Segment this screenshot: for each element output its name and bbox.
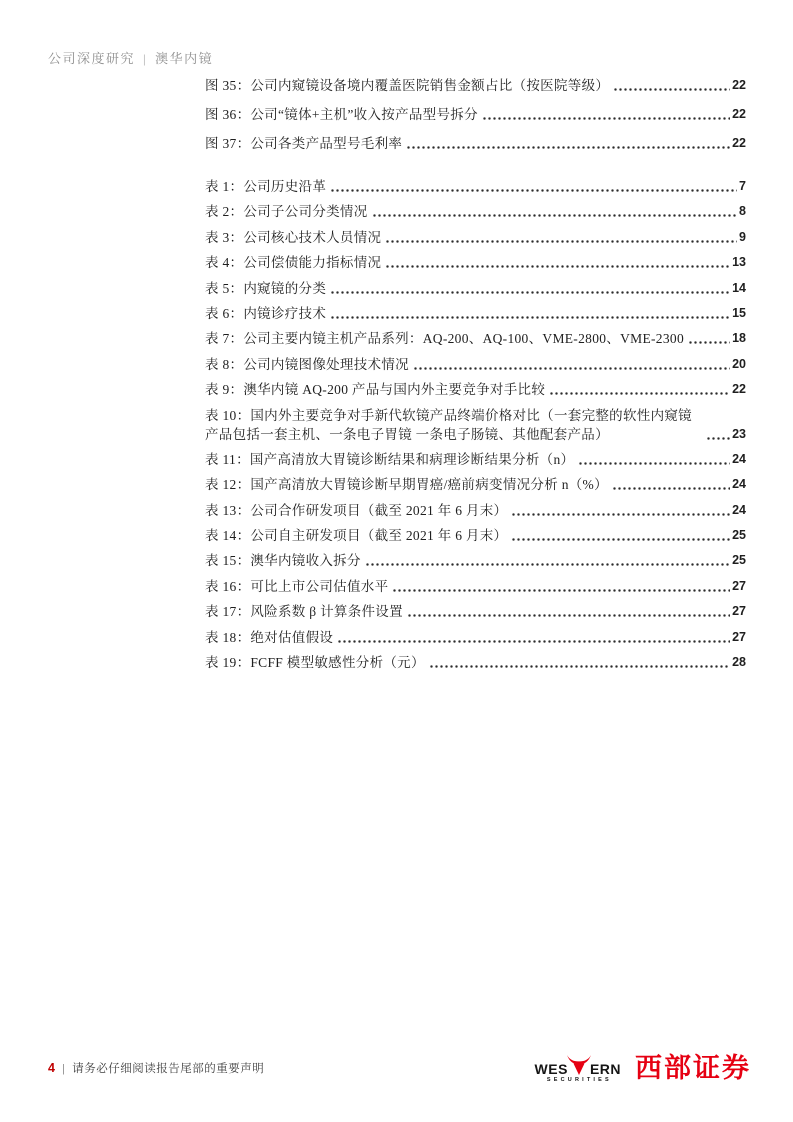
company-name: 澳华内镜 — [155, 51, 214, 66]
toc-leader-dots — [549, 390, 730, 397]
toc-table-entry — [205, 253, 746, 272]
toc-figure-entry — [205, 105, 746, 124]
toc-table-entry — [205, 653, 746, 672]
toc-table-entry — [205, 279, 746, 298]
toc-entry-label: 表 2：公司子公司分类情况 — [205, 204, 368, 220]
toc-entry-page: 28 — [732, 655, 746, 670]
toc-entry-label: 表 9：澳华内镜 AQ-200 产品与国内外主要竞争对手比较 — [205, 382, 546, 398]
toc-table-entry — [205, 551, 746, 570]
toc-entry-page: 25 — [732, 528, 746, 543]
toc-entry-label: 图 36：公司“镜体+主机”收入按产品型号拆分 — [205, 107, 478, 122]
toc-entry-page: 25 — [732, 553, 746, 568]
toc-entry-page: 22 — [732, 107, 746, 121]
toc-leader-dots — [706, 435, 730, 442]
toc-table-entry — [205, 202, 746, 221]
toc-table-entry — [205, 355, 746, 374]
toc-figure-entry — [205, 134, 746, 153]
header-separator: | — [143, 51, 148, 66]
toc-entry-label: 表 19：FCFF 模型敏感性分析（元） — [205, 655, 425, 671]
brand-en-sub: SECURITIES — [546, 1076, 612, 1083]
toc-entry-page: 22 — [732, 136, 746, 150]
toc-leader-dots — [330, 289, 730, 296]
toc-entry-page: 24 — [732, 502, 746, 517]
toc-entry-page: 22 — [732, 78, 746, 92]
toc-entry-page: 8 — [739, 204, 746, 219]
page-footer — [48, 1042, 751, 1094]
toc-entry-page: 24 — [732, 477, 746, 492]
toc-leader-dots — [429, 663, 730, 670]
toc-entry-page: 18 — [732, 331, 746, 346]
toc-entry-label: 表 3：公司核心技术人员情况 — [205, 229, 382, 245]
toc-entry-label: 表 17：风险系数 β 计算条件设置 — [205, 604, 403, 620]
toc-figure-entry — [205, 76, 746, 95]
toc-leader-dots — [330, 314, 730, 321]
toc-entry-page: 13 — [732, 255, 746, 270]
toc-table-entry — [205, 450, 746, 469]
toc-leader-dots — [385, 263, 730, 270]
toc-entry-label: 图 35：公司内窥镜设备境内覆盖医院销售金额占比（按医院等级） — [205, 78, 610, 93]
report-type-label: 公司深度研究 — [48, 51, 136, 66]
toc-entry-label: 表 8：公司内镜图像处理技术情况 — [205, 356, 409, 372]
toc-table-entry — [205, 602, 746, 621]
toc-entry-page: 9 — [739, 229, 746, 244]
toc-entry-page: 14 — [732, 280, 746, 295]
toc-leader-dots — [612, 485, 730, 492]
toc-table-entry — [205, 628, 746, 647]
toc-entry-page: 27 — [732, 604, 746, 619]
toc-table-entry — [205, 380, 746, 399]
toc-entry-label: 表 1：公司历史沿革 — [205, 179, 327, 194]
toc-entry-label: 表 16：可比上市公司估值水平 — [205, 578, 389, 594]
toc-table-entry — [205, 304, 746, 323]
toc-entry-label: 表 14：公司自主研发项目（截至 2021 年 6 月末） — [205, 528, 508, 544]
brand-en-left: WES — [534, 1060, 568, 1077]
toc-leader-dots — [511, 511, 730, 518]
toc-entry-label: 表 4：公司偿债能力指标情况 — [205, 255, 382, 271]
toc-leader-dots — [385, 238, 737, 245]
toc-entry-label: 表 15：澳华内镜收入拆分 — [205, 553, 361, 569]
toc-table-entry — [205, 475, 746, 494]
toc-leader-dots — [337, 638, 730, 645]
toc-leader-dots — [578, 460, 730, 467]
western-logo-en — [535, 1054, 621, 1083]
toc-leader-dots — [365, 561, 730, 568]
western-securities-logo — [535, 1054, 751, 1083]
toc-leader-dots — [392, 587, 730, 594]
toc-table-entry — [205, 406, 746, 444]
footer-disclaimer: 请务必仔细阅读报告尾部的重要声明 — [72, 1063, 265, 1075]
toc-table-entry — [205, 329, 746, 348]
toc-figures-list — [205, 76, 746, 153]
toc-entry-label: 表 5：内窥镜的分类 — [205, 280, 327, 296]
toc-entry-label: 图 37：公司各类产品型号毛利率 — [205, 136, 403, 151]
toc-table-entry — [205, 177, 746, 196]
toc-table-entry — [205, 577, 746, 596]
toc-entry-page: 27 — [732, 578, 746, 593]
toc-leader-dots — [406, 144, 730, 151]
toc-entry-label: 表 10：国内外主要竞争对手新代软镜产品终端价格对比（一套完整的软性内窥镜产品包括一套主机、一条电子胃镜 一条电子肠镜、其他配套产品） — [205, 407, 692, 442]
toc-leader-dots — [511, 536, 730, 543]
page-header — [48, 48, 213, 67]
toc-entry-label: 表 18：绝对估值假设 — [205, 629, 334, 645]
toc-tables-list — [205, 177, 746, 672]
toc-entry-page: 20 — [732, 356, 746, 371]
toc-leader-dots — [330, 187, 737, 194]
toc-leader-dots — [372, 212, 738, 219]
toc-table-entry — [205, 526, 746, 545]
bull-icon — [566, 1054, 592, 1076]
footer-disclaimer-line — [48, 1060, 264, 1076]
footer-separator: | — [62, 1063, 66, 1075]
toc-entry-page: 24 — [732, 451, 746, 466]
toc-entry-label: 表 7：公司主要内镜主机产品系列：AQ-200、AQ-100、VME-2800、VME-2300 — [205, 331, 685, 347]
toc-entry-label: 表 12：国产高清放大胃镜诊断早期胃癌/癌前病变情况分析 n（%） — [205, 477, 608, 493]
toc-leader-dots — [413, 365, 730, 372]
toc-entry-page: 7 — [739, 179, 746, 193]
toc-entry-label: 表 13：公司合作研发项目（截至 2021 年 6 月末） — [205, 502, 508, 518]
toc-leader-dots — [613, 86, 730, 93]
toc-entry-page: 15 — [732, 305, 746, 320]
brand-en-right: ERN — [589, 1060, 621, 1077]
toc-leader-dots — [407, 612, 730, 619]
toc-entry-page: 23 — [732, 426, 746, 441]
toc-entry-label: 表 11：国产高清放大胃镜诊断结果和病理诊断结果分析（n） — [205, 451, 575, 467]
toc-leader-dots — [688, 339, 730, 346]
toc-entry-page: 27 — [732, 629, 746, 644]
footer-page-number: 4 — [48, 1061, 56, 1075]
toc-leader-dots — [482, 115, 730, 122]
toc-entry-label: 表 6：内镜诊疗技术 — [205, 305, 327, 321]
toc-table-entry — [205, 228, 746, 247]
brand-cn: 西部证券 — [635, 1052, 751, 1083]
toc-entry-page: 22 — [732, 382, 746, 397]
table-of-contents — [205, 76, 746, 678]
toc-table-entry — [205, 501, 746, 520]
